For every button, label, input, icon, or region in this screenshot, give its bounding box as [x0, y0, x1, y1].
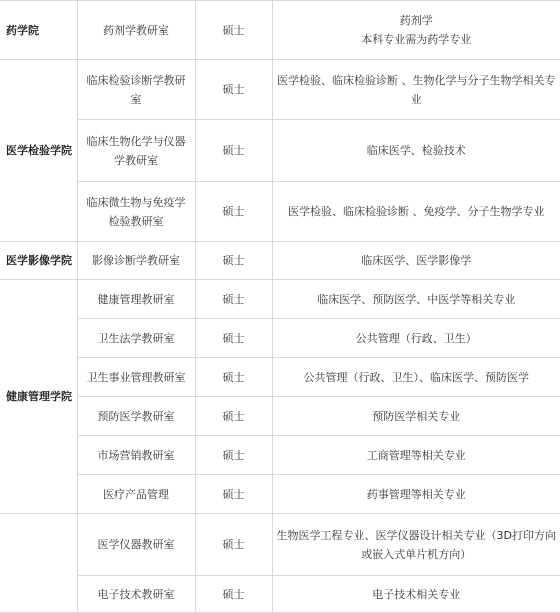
department-cell: 医学仪器教研室 — [77, 514, 195, 576]
college-cell: 健康管理学院 — [0, 280, 77, 514]
college-cell: 医学影像学院 — [0, 242, 77, 280]
degree-cell: 硕士 — [195, 280, 272, 319]
major-line: 本科专业需为药学专业 — [361, 33, 472, 46]
major-cell: 生物医学工程专业、医学仪器设计相关专业（3D打印方向或嵌入式单片机方向） — [272, 514, 560, 576]
degree-cell: 硕士 — [195, 576, 272, 613]
major-cell: 临床医学、检验技术 — [272, 120, 560, 182]
department-cell: 卫生法学教研室 — [77, 319, 195, 358]
degree-cell: 硕士 — [195, 1, 272, 60]
degree-cell: 硕士 — [195, 358, 272, 397]
major-line: 药剂学 — [399, 14, 433, 27]
major-cell: 公共管理（行政、卫生） — [272, 319, 560, 358]
department-cell: 预防医学教研室 — [77, 397, 195, 436]
major-cell: 医学检验、临床检验诊断 、生物化学与分子生物学相关专业 — [272, 60, 560, 120]
department-cell: 临床检验诊断学教研室 — [77, 60, 195, 120]
major-cell: 医学检验、临床检验诊断 、免疫学、分子生物学专业 — [272, 182, 560, 242]
table-row — [0, 120, 560, 182]
degree-cell: 硕士 — [195, 397, 272, 436]
college-cell: 医学检验学院 — [0, 60, 77, 242]
degree-cell: 硕士 — [195, 514, 272, 576]
table-row — [0, 242, 560, 280]
degree-cell: 硕士 — [195, 120, 272, 182]
department-cell: 临床微生物与免疫学检验教研室 — [77, 182, 195, 242]
department-cell: 健康管理教研室 — [77, 280, 195, 319]
table-row — [0, 397, 560, 436]
table-row — [0, 475, 560, 514]
department-cell: 医疗产品管理 — [77, 475, 195, 514]
college-cell — [0, 514, 77, 613]
table-row — [0, 60, 560, 120]
major-cell: 公共管理（行政、卫生）、临床医学、预防医学 — [272, 358, 560, 397]
department-cell: 电子技术教研室 — [77, 576, 195, 613]
table-row — [0, 436, 560, 475]
table-row — [0, 280, 560, 319]
department-cell: 药剂学教研室 — [77, 1, 195, 60]
degree-cell: 硕士 — [195, 319, 272, 358]
table-row — [0, 358, 560, 397]
major-cell: 预防医学相关专业 — [272, 397, 560, 436]
table-row — [0, 182, 560, 242]
major-cell: 临床医学、预防医学、中医学等相关专业 — [272, 280, 560, 319]
college-cell: 药学院 — [0, 1, 77, 60]
major-cell: 临床医学、医学影像学 — [272, 242, 560, 280]
degree-cell: 硕士 — [195, 60, 272, 120]
table-row — [0, 576, 560, 613]
degree-cell: 硕士 — [195, 436, 272, 475]
major-cell: 工商管理等相关专业 — [272, 436, 560, 475]
major-cell — [272, 1, 560, 60]
degree-cell: 硕士 — [195, 475, 272, 514]
major-cell: 药事管理等相关专业 — [272, 475, 560, 514]
department-cell: 临床生物化学与仪器学教研室 — [77, 120, 195, 182]
degree-cell: 硕士 — [195, 182, 272, 242]
table-row — [0, 1, 560, 60]
department-cell: 影像诊断学教研室 — [77, 242, 195, 280]
department-cell: 市场营销教研室 — [77, 436, 195, 475]
table-row — [0, 514, 560, 576]
department-cell: 卫生事业管理教研室 — [77, 358, 195, 397]
degree-cell: 硕士 — [195, 242, 272, 280]
table-row — [0, 319, 560, 358]
major-cell: 电子技术相关专业 — [272, 576, 560, 613]
